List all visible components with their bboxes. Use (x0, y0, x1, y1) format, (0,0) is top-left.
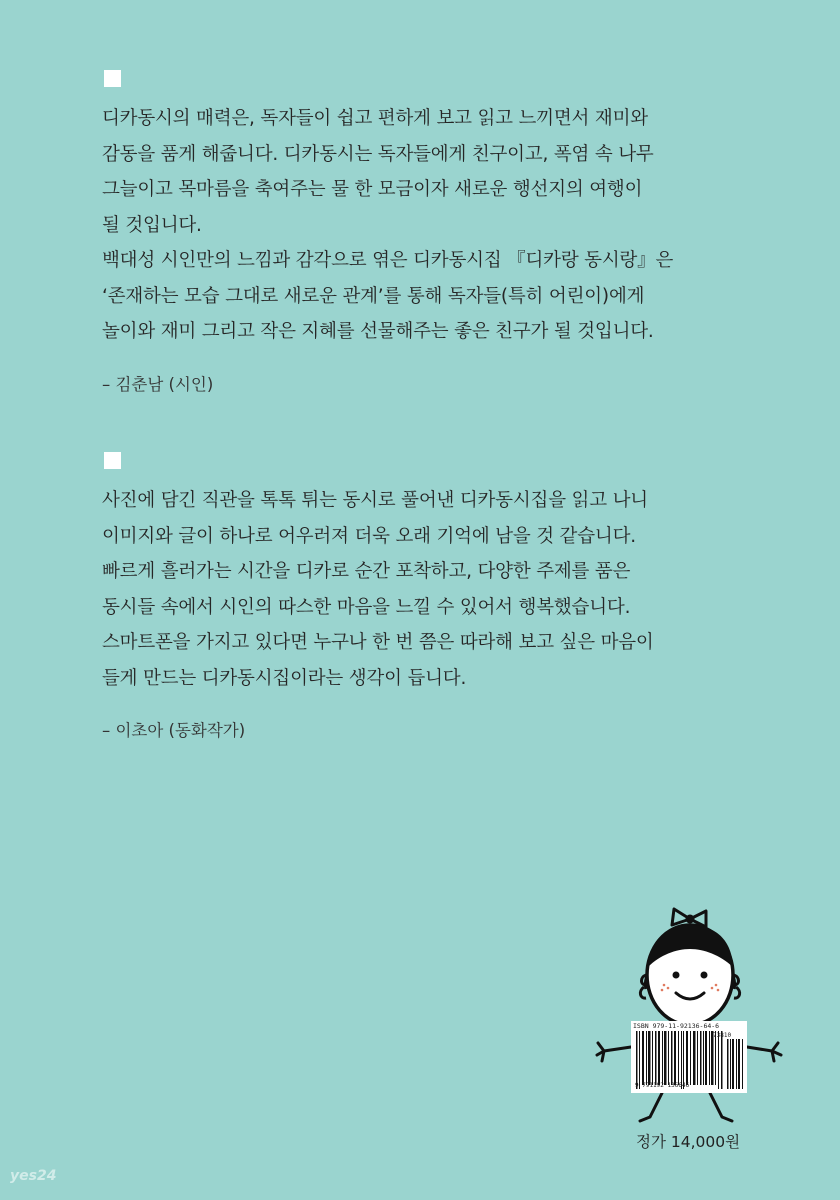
review-line: 그늘이고 목마름을 축여주는 물 한 모금이자 새로운 행선지의 여행이 (102, 179, 643, 200)
face-icon (647, 925, 733, 1025)
review-2-text (102, 483, 742, 696)
barcode-number: 9 791192 136646 (635, 1082, 690, 1089)
yes24-watermark: yes24 (10, 1168, 57, 1184)
review-1-author: – 김춘남 (시인) (102, 374, 214, 394)
review-1-text (102, 101, 742, 350)
section-marker-square (104, 70, 121, 87)
review-line: 될 것입니다. (102, 214, 202, 236)
girl-character-illustration (592, 905, 787, 1135)
review-1 (102, 70, 742, 395)
review-line: 이미지와 글이 하나로 어우러져 더욱 오래 기억에 남을 것 같습니다. (102, 525, 636, 547)
review-line: 놀이와 재미 그리고 작은 지혜를 선물해주는 좋은 친구가 될 것입니다. (102, 321, 654, 342)
review-2 (102, 452, 742, 741)
review-line: 디카동시의 매력은, 독자들이 쉽고 편하게 보고 읽고 느끼면서 재미와 (102, 108, 648, 129)
price-label: 정가 14,000원 (636, 1133, 741, 1151)
arm-right-icon (747, 1043, 781, 1061)
review-line: ‘존재하는 모습 그대로 새로운 관계’를 통해 독자들(특히 어린이)에게 (102, 285, 645, 307)
review-line: 감동을 품게 해줍니다. 디카동시는 독자들에게 친구이고, 폭염 속 나무 (102, 143, 654, 165)
review-line: 백대성 시인만의 느낌과 감각으로 엮은 디카동시집 『디카랑 동시랑』은 (102, 250, 674, 271)
review-2-author: – 이초아 (동화작가) (102, 721, 246, 740)
review-line: 스마트폰을 가지고 있다면 누구나 한 번 쯤은 따라해 보고 싶은 마음이 (102, 632, 654, 653)
barcode-addon-number: 73810 (713, 1032, 732, 1039)
isbn-label: ISBN 979-11-92136-64-6 (633, 1022, 720, 1030)
section-marker-square (104, 452, 121, 469)
review-line: 동시들 속에서 시인의 따스한 마음을 느낄 수 있어서 행복했습니다. (102, 596, 631, 618)
arm-left-icon (597, 1043, 631, 1061)
review-line: 빠르게 흘러가는 시간을 디카로 순간 포착하고, 다양한 주제를 품은 (102, 561, 631, 582)
review-line: 사진에 담긴 직관을 톡톡 튀는 동시로 풀어낸 디카동시집을 읽고 나니 (102, 490, 648, 511)
review-line: 들게 만드는 디카동시집이라는 생각이 듭니다. (102, 667, 467, 689)
legs-icon (640, 1093, 732, 1121)
